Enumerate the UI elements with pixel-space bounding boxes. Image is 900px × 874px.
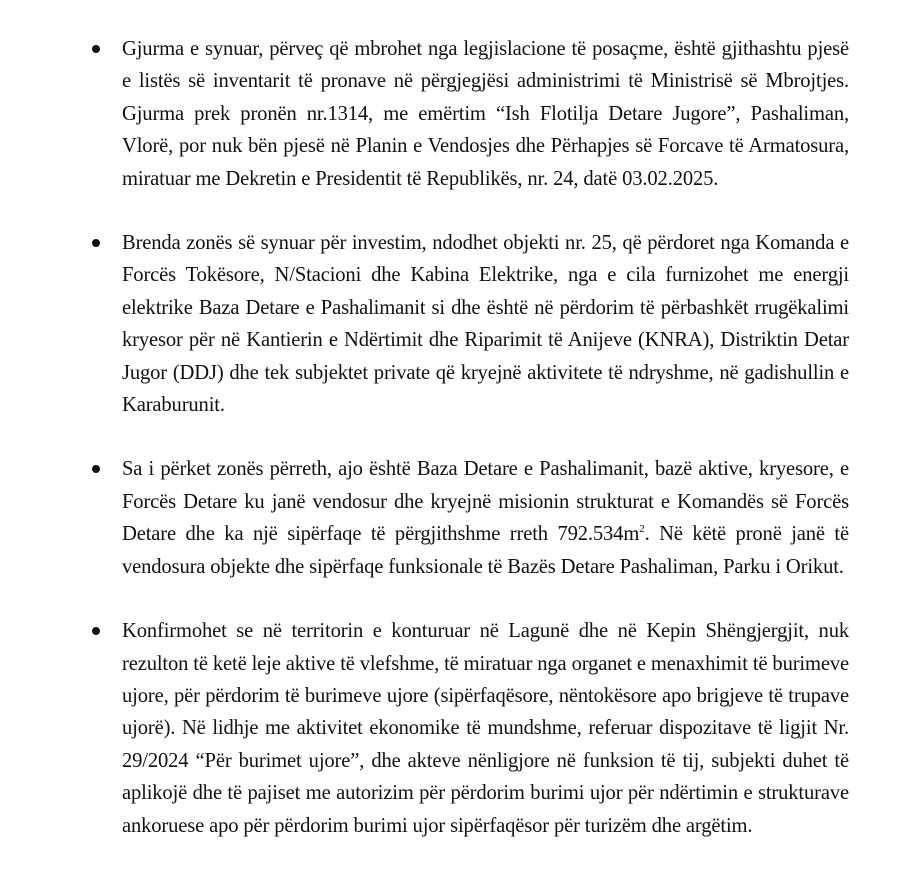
bullet-item-surrounding-zone — [122, 453, 849, 583]
bullet-text — [122, 458, 849, 577]
bullet-icon — [92, 627, 100, 635]
bullet-text: Gjurma e synuar, përveç që mbrohet nga legjislacione të posaçme, është gjithashtu pjesë e listës së inventarit të pronave në përgjegjësi administrimi të Ministrisë së Mbrojtjes. Gjurma prek pronën nr.1314, me emërtim “Ish Flotilja Detare Jugore”, Pashaliman, Vlorë, por nuk bën pjesë në Planin e Vendosjes dhe Përhapjes së Forcave të Armatosura, miratuar me Dekretin e Presidentit të Republikës, nr. 24, datë 03.02.2025. — [122, 38, 849, 190]
bullet-list — [122, 33, 849, 874]
bullet-text: Konfirmohet se në territorin e konturuar në Lagunë dhe në Kepin Shëngjergjit, nuk rezulton të ketë leje aktive të vlefshme, të miratuar nga organet e menaxhimit të burimeve ujore, për përdorim të burimeve ujore (sipërfaqësore, nëntokësore apo brigjeve të trupave ujorë). Në lidhje me aktivitet ekonomike të mundshme, referuar dispozitave të ligjit Nr. 29/2024 “Për burimet ujore”, dhe akteve nënligjore në funksion të tij, subjekti duhet të aplikojë dhe të pajiset me autorizim për përdorim burimi ujor për ndërtimin e strukturave ankoruese apo për përdorim burimi ujor sipërfaqësor për turizëm dhe argëtim. — [122, 620, 849, 837]
bullet-text-part: . Në këtë pronë janë të vendosura objekte dhe sipërfaqe funksionale të Bazës Detare Pashaliman, Parku i Orikut. — [122, 523, 849, 578]
bullet-icon — [92, 45, 100, 53]
bullet-item-investment-zone — [122, 227, 849, 421]
bullet-text: Brenda zonës së synuar për investim, ndodhet objekti nr. 25, që përdoret nga Komanda e Forcës Tokësore, N/Stacioni dhe Kabina Elektrike, nga e cila furnizohet me energji elektrike Baza Detare e Pashalimanit si dhe është në përdorim të përbashkët rrugëkalimi kryesor për në Kantierin e Ndërtimit dhe Riparimit të Anijeve (KNRA), Distriktin Detar Jugor (DDJ) dhe tek subjektet private që kryejnë aktivitete të ndryshme, në gadishullin e Karaburunit. — [122, 232, 849, 417]
bullet-text-part: Sa i përket zonës përreth, ajo është Baza Detare e Pashalimanit, bazë aktive, kryesore, e Forcës Detare ku janë vendosur dhe kryejnë misionin strukturat e Komandës së Forcës Detare dhe ka një sipërfaqe të përgjithshme rreth 792.534m — [122, 458, 849, 546]
bullet-icon — [92, 239, 100, 247]
bullet-icon — [92, 465, 100, 473]
bullet-item-water-resources — [122, 615, 849, 842]
bullet-item-military-property — [122, 33, 849, 195]
superscript: 2 — [639, 523, 645, 536]
